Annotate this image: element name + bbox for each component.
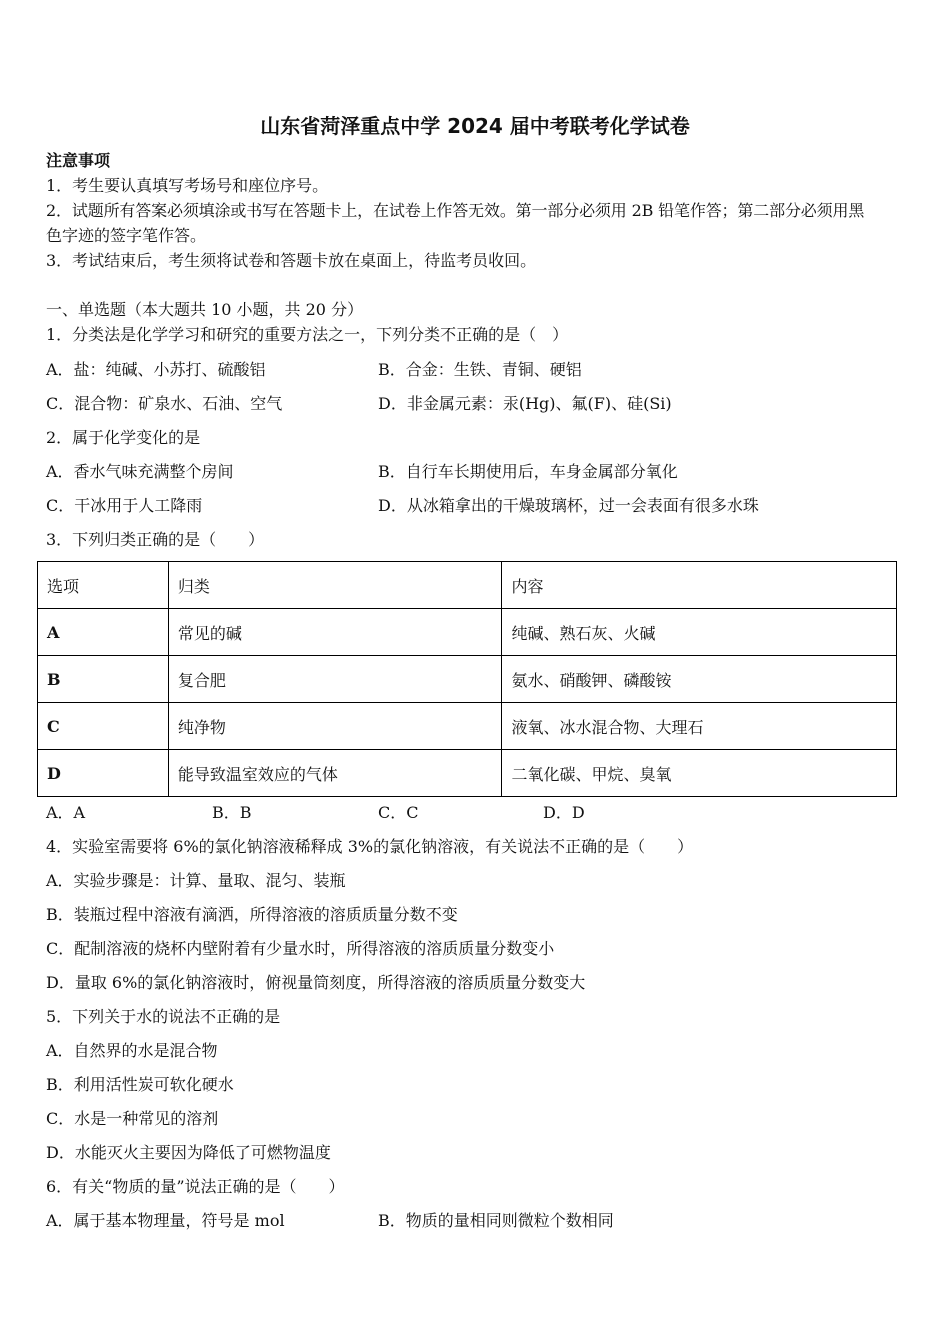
table-cell: A (38, 609, 169, 656)
question-1-option-b: B．合金：生铁、青铜、硬铝 (378, 360, 582, 379)
question-5-option-b: B．利用活性炭可软化硬水 (46, 1075, 234, 1094)
table-header-cell: 归类 (168, 562, 502, 609)
question-6-option-b: B．物质的量相同则微粒个数相同 (378, 1211, 614, 1230)
question-5-option-a: A．自然界的水是混合物 (46, 1041, 218, 1060)
question-4-stem: 4．实验室需要将 6%的氯化钠溶液稀释成 3%的氯化钠溶液，有关说法不正确的是（ ） (46, 837, 694, 856)
question-1-option-c: C．混合物：矿泉水、石油、空气 (46, 394, 283, 413)
question-5-option-d: D．水能灭火主要因为降低了可燃物温度 (46, 1143, 331, 1162)
question-5-option-c: C．水是一种常见的溶剂 (46, 1109, 219, 1128)
table-cell: D (38, 750, 169, 797)
table-row (38, 609, 897, 656)
question-4-option-b: B．装瓶过程中溶液有滴洒，所得溶液的溶质质量分数不变 (46, 905, 458, 924)
question-2-option-d: D．从冰箱拿出的干燥玻璃杯，过一会表面有很多水珠 (378, 496, 759, 515)
table-cell: 复合肥 (168, 656, 502, 703)
table-cell: 二氧化碳、甲烷、臭氧 (502, 750, 897, 797)
table-row (38, 750, 897, 797)
notice-item: 2．试题所有答案必须填涂或书写在答题卡上，在试卷上作答无效。第一部分必须用 2B 铅笔作答；第二部分必须用黑 (46, 201, 865, 220)
question-3-option-b: B．B (212, 803, 252, 822)
question-1-option-d: D．非金属元素：汞(Hg)、氟(F)、硅(Si) (378, 394, 672, 413)
question-3-stem: 3．下列归类正确的是（ ） (46, 530, 265, 549)
table-header-row (38, 562, 897, 609)
question-2-stem: 2．属于化学变化的是 (46, 428, 201, 447)
question-6-option-a: A．属于基本物理量，符号是 mol (46, 1211, 285, 1230)
question-2-option-a: A．香水气味充满整个房间 (46, 462, 234, 481)
table-header-cell: 选项 (38, 562, 169, 609)
question-5-stem: 5．下列关于水的说法不正确的是 (46, 1007, 281, 1026)
table-row (38, 703, 897, 750)
notice-heading: 注意事项 (46, 151, 111, 170)
question-2-option-c: C．干冰用于人工降雨 (46, 496, 203, 515)
question-3-option-c: C．C (378, 803, 419, 822)
table-cell: 氨水、硝酸钾、磷酸铵 (502, 656, 897, 703)
question-4-option-a: A．实验步骤是：计算、量取、混匀、装瓶 (46, 871, 346, 890)
question-4-option-c: C．配制溶液的烧杯内壁附着有少量水时，所得溶液的溶质质量分数变小 (46, 939, 555, 958)
table-cell: 常见的碱 (168, 609, 502, 656)
table-cell: 液氧、冰水混合物、大理石 (502, 703, 897, 750)
table-header-cell: 内容 (502, 562, 897, 609)
notice-item: 色字迹的签字笔作答。 (46, 226, 207, 245)
page-title: 山东省菏泽重点中学 2024 届中考联考化学试卷 (260, 114, 690, 138)
question-1-stem: 1．分类法是化学学习和研究的重要方法之一，下列分类不正确的是（ ） (46, 325, 569, 344)
question-3-option-a: A．A (46, 803, 86, 822)
question-6-stem: 6．有关“物质的量”说法正确的是（ ） (46, 1177, 345, 1196)
question-1-option-a: A．盐：纯碱、小苏打、硫酸铝 (46, 360, 266, 379)
section-heading: 一、单选题（本大题共 10 小题，共 20 分） (46, 300, 364, 319)
table-row (38, 656, 897, 703)
notice-item: 1．考生要认真填写考场号和座位序号。 (46, 176, 329, 195)
table-cell: 能导致温室效应的气体 (168, 750, 502, 797)
question-3-option-d: D．D (543, 803, 585, 822)
question-2-option-b: B．自行车长期使用后，车身金属部分氧化 (378, 462, 678, 481)
question-4-option-d: D．量取 6%的氯化钠溶液时，俯视量筒刻度，所得溶液的溶质质量分数变大 (46, 973, 586, 992)
table-cell: 纯碱、熟石灰、火碱 (502, 609, 897, 656)
table-cell: B (38, 656, 169, 703)
table-cell: C (38, 703, 169, 750)
question-3-table (37, 561, 897, 797)
notice-item: 3．考试结束后，考生须将试卷和答题卡放在桌面上，待监考员收回。 (46, 251, 537, 270)
table-cell: 纯净物 (168, 703, 502, 750)
